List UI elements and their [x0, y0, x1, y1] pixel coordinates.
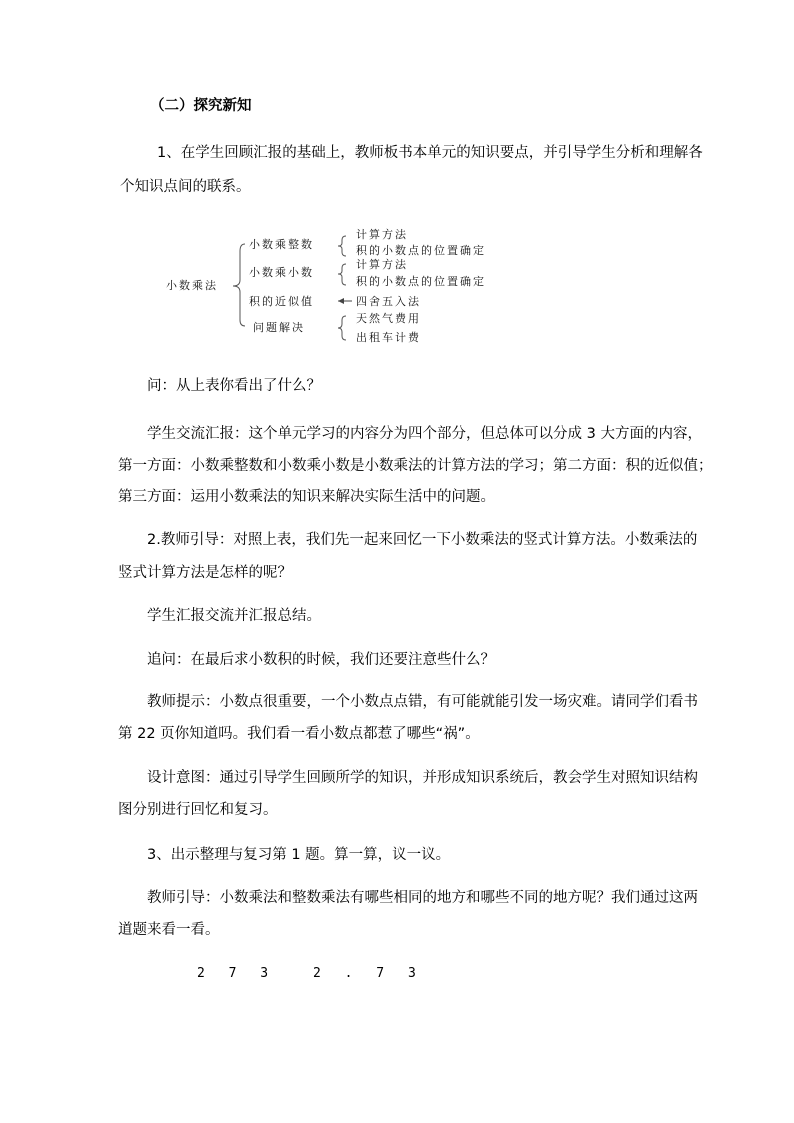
hint-line-2: 第 22 页你知道吗。我们看一看小数点都惹了哪些“祸”。 [118, 726, 480, 742]
branch-2-child-1: 计算方法 [356, 258, 408, 271]
branch-4-label: 问题解决 [253, 321, 305, 334]
report-line-2: 第一方面：小数乘整数和小数乘小数是小数乘法的计算方法的学习；第二方面：积的近似值； [118, 458, 713, 474]
number-right: 2 . 7 3 [313, 966, 424, 981]
guide3-line-1: 教师引导：小数乘法和整数乘法有哪些相同的地方和哪些不同的地方呢？我们通过这两 [147, 890, 698, 906]
knowledge-structure-diagram [0, 226, 794, 346]
paragraph-1-line-2: 个知识点间的联系。 [120, 179, 251, 195]
branch-3-label: 积的近似值 [249, 295, 314, 308]
design-line-1: 设计意图：通过引导学生回顾所学的知识，并形成知识系统后，教会学生对照知识结构 [147, 770, 698, 786]
branch-3-child-1: 四舍五入法 [356, 295, 421, 308]
number-left: 2 7 3 [197, 966, 277, 981]
design-line-2: 图分别进行回忆和复习。 [118, 802, 278, 818]
branch-1-label: 小数乘整数 [249, 238, 314, 251]
branch-4-child-2: 出租车计费 [356, 331, 421, 344]
section-heading: （二）探究新知 [150, 98, 252, 114]
guide2-line-1: 2.教师引导：对照上表，我们先一起来回忆一下小数乘法的竖式计算方法。小数乘法的 [147, 532, 698, 548]
follow-up-question: 追问：在最后求小数积的时候，我们还要注意些什么？ [147, 652, 495, 668]
diagram-root: 小数乘法 [166, 279, 218, 292]
report-line-1: 学生交流汇报：这个单元学习的内容分为四个部分，但总体可以分成 3 大方面的内容， [147, 426, 702, 442]
question: 问：从上表你看出了什么？ [147, 378, 321, 394]
student-summary: 学生汇报交流并汇报总结。 [147, 608, 321, 624]
item-3: 3、出示整理与复习第 1 题。算一算，议一议。 [147, 847, 451, 863]
branch-1-child-1: 计算方法 [356, 228, 408, 241]
branch-4-child-1: 天然气费用 [356, 312, 421, 325]
branch-1-child-2: 积的小数点的位置确定 [356, 244, 486, 257]
hint-line-1: 教师提示：小数点很重要，一个小数点点错，有可能就能引发一场灾难。请同学们看书 [147, 694, 698, 710]
guide2-line-2: 竖式计算方法是怎样的呢？ [118, 565, 292, 581]
report-line-3: 第三方面：运用小数乘法的知识来解决实际生活中的问题。 [118, 489, 495, 505]
paragraph-1-line-1: 1、在学生回顾汇报的基础上，教师板书本单元的知识要点，并引导学生分析和理解各 [157, 145, 703, 161]
guide3-line-2: 道题来看一看。 [118, 922, 220, 938]
branch-2-label: 小数乘小数 [249, 266, 314, 279]
branch-2-child-2: 积的小数点的位置确定 [356, 275, 486, 288]
